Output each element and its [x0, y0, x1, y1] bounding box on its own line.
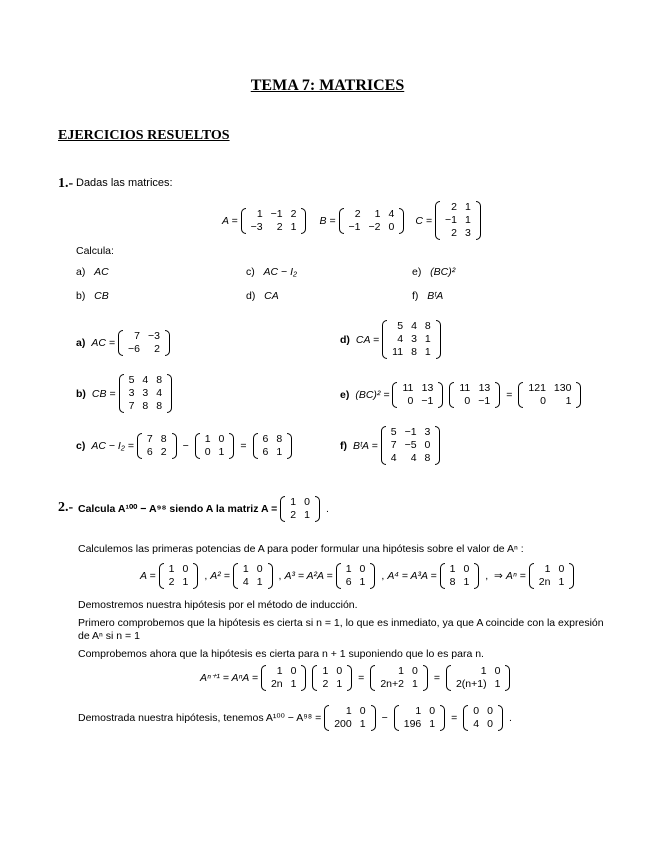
right-bracket [440, 705, 445, 731]
matrix-entry: 0 [463, 563, 470, 575]
power-3-matrix [336, 563, 376, 589]
exercise-2-matrix [280, 496, 320, 522]
matrix-entry: 3 [142, 387, 149, 399]
item-f: f) BᵗA [412, 290, 444, 302]
matrix-entry: 1 [290, 678, 297, 690]
matrix-entry: 11 [459, 382, 471, 394]
matrix-b-label: B = [319, 214, 336, 227]
given-matrices [222, 201, 484, 240]
matrix-a-label: A = [222, 214, 238, 227]
matrix-entry: 2 [322, 678, 329, 690]
matrix-entry: −5 [404, 439, 417, 451]
right-bracket [495, 382, 500, 408]
right-bracket [423, 665, 428, 691]
left-bracket [392, 382, 397, 408]
right-bracket [370, 563, 375, 589]
matrix-entry: 13 [478, 382, 491, 394]
matrix-entry: 0 [429, 705, 436, 717]
matrix-entry: 1 [256, 576, 263, 588]
item-c: c) AC − I₂ [246, 266, 297, 278]
exercise-2-statement: Calcula A¹⁰⁰ − A⁹⁸ siendo A la matriz A = 1 0 2 1 . [78, 496, 329, 521]
matrix-entry: −2 [368, 220, 381, 233]
matrix-entry: 1 [168, 563, 175, 575]
answer-b: b) CB = 5 4 8 3 3 4 7 8 8 [76, 374, 175, 413]
matrix-entry: 8 [449, 576, 456, 588]
left-bracket [518, 382, 523, 408]
matrix-entry: 5 [390, 426, 397, 438]
final-matrix-1 [324, 705, 375, 731]
right-bracket [287, 433, 292, 459]
matrix-entry: 1 [345, 563, 352, 575]
left-bracket [261, 665, 266, 691]
matrix-entry: 196 [403, 718, 422, 730]
item-b: b) CB [76, 290, 109, 302]
matrix-c [435, 201, 481, 240]
matrix-entry: 4 [410, 452, 417, 464]
matrix-entry: 1 [480, 665, 487, 677]
matrix-entry: 0 [494, 665, 501, 677]
answer-c: c) AC − I₂ = 7 8 6 2 − 1 0 0 1 = 6 8 6 1 [76, 433, 295, 459]
matrix-entry: 1 [242, 563, 249, 575]
matrix-entry: 13 [421, 382, 434, 394]
answer-f: f) BᵗA = 5 −1 3 7 −5 0 4 4 8 [340, 426, 443, 465]
calcula-label: Calcula: [76, 245, 114, 257]
left-bracket [119, 374, 124, 413]
matrix-entry: −1 [421, 395, 434, 407]
matrix-entry: 1 [218, 446, 225, 458]
matrix-entry: 5 [128, 374, 135, 386]
final-matrix-2 [394, 705, 445, 731]
matrix-entry: 0 [388, 220, 395, 233]
left-bracket [449, 382, 454, 408]
matrix-entry: 0 [407, 395, 414, 407]
left-bracket [324, 705, 329, 731]
answer-f-matrix [381, 426, 441, 465]
item-e: e) (BC)² [412, 266, 456, 278]
matrix-entry: 1 [359, 576, 366, 588]
item-d: d) CA [246, 290, 279, 302]
left-bracket [195, 433, 200, 459]
left-bracket [339, 208, 344, 234]
matrix-entry: 2 [354, 207, 361, 220]
matrix-entry: 2 [451, 227, 457, 239]
matrix-entry: 6 [345, 576, 352, 588]
power-4-matrix [440, 563, 480, 589]
matrix-entry: 0 [424, 439, 431, 451]
left-bracket [370, 665, 375, 691]
answer-c-matrix-3 [253, 433, 293, 459]
matrix-entry: 0 [487, 718, 493, 730]
paragraph-induction: Demostremos nuestra hipótesis por el método de inducción. [78, 599, 358, 611]
right-bracket [505, 665, 510, 691]
left-bracket [529, 563, 534, 589]
matrix-entry: 1 [558, 576, 565, 588]
matrix-entry: 4 [397, 333, 404, 345]
matrix-entry: 2 [451, 201, 457, 213]
matrix-entry: 2 [290, 207, 297, 220]
inductive-matrix-1 [261, 665, 307, 691]
matrix-entry: 8 [424, 320, 431, 332]
answer-d-matrix [382, 320, 441, 359]
matrix-entry: 0 [540, 395, 546, 407]
right-bracket [474, 563, 479, 589]
matrix-entry: 1 [359, 718, 366, 730]
matrix-entry: −3 [147, 330, 160, 342]
matrix-entry: 8 [160, 433, 167, 445]
left-bracket [382, 320, 387, 359]
page-title: TEMA 7: MATRICES [250, 77, 405, 94]
right-bracket [371, 705, 376, 731]
answer-c-matrix-1 [137, 433, 177, 459]
matrix-entry: 130 [553, 382, 572, 394]
matrix-entry: −1 [445, 214, 457, 226]
matrix-entry: 5 [397, 320, 404, 332]
matrix-entry: 1 [463, 576, 470, 588]
left-bracket [446, 665, 451, 691]
matrix-entry: −1 [348, 220, 361, 233]
left-bracket [241, 208, 246, 234]
matrix-entry: −1 [478, 395, 491, 407]
left-bracket [463, 705, 468, 731]
answer-c-matrix-2 [195, 433, 235, 459]
answer-a-matrix [118, 330, 170, 356]
right-bracket [476, 201, 481, 240]
inductive-matrix-2 [312, 665, 352, 691]
matrix-a [241, 208, 307, 234]
answer-d: d) CA = 5 4 8 4 3 1 11 8 1 [340, 320, 444, 359]
matrix-entry: 2 [154, 343, 160, 355]
left-bracket [159, 563, 164, 589]
matrix-entry: 0 [256, 563, 263, 575]
matrix-entry: 7 [390, 439, 397, 451]
matrix-entry: 6 [262, 433, 269, 445]
matrix-entry: 0 [359, 705, 366, 717]
right-bracket [172, 433, 177, 459]
right-bracket [438, 382, 443, 408]
matrix-entry: 0 [182, 563, 189, 575]
matrix-entry: 1 [424, 346, 431, 358]
power-1-matrix [159, 563, 199, 589]
inductive-equation: Aⁿ⁺¹ = AⁿA = 1 0 2n 1 1 0 2 1 = 1 0 2n+2 1 = 1 0 2(n+1) 1 [200, 665, 513, 691]
matrix-entry: 2(n+1) [455, 678, 487, 690]
left-bracket [312, 665, 317, 691]
matrix-entry: 8 [424, 452, 431, 464]
matrix-entry: 1 [345, 705, 352, 717]
answer-e-matrix-1 [392, 382, 443, 408]
matrix-c-label: C = [415, 214, 432, 227]
exercise-1-number: 1.- [58, 176, 74, 191]
matrix-entry: 1 [464, 214, 471, 226]
matrix-entry: 0 [558, 563, 565, 575]
matrix-entry: 1 [204, 433, 211, 445]
section-heading: EJERCICIOS RESUELTOS [58, 128, 230, 143]
right-bracket [435, 426, 440, 465]
matrix-entry: 1 [290, 496, 297, 508]
paragraph-powers: Calculemos las primeras potencias de A para poder formular una hipótesis sobre el valor de Aⁿ : [78, 543, 524, 555]
matrix-entry: 3 [424, 426, 431, 438]
matrix-entry: 7 [128, 400, 135, 412]
matrix-entry: 1 [415, 705, 422, 717]
matrix-entry: 1 [544, 563, 551, 575]
matrix-entry: 11 [402, 382, 414, 394]
matrix-entry: 0 [218, 433, 225, 445]
matrix-entry: −3 [250, 220, 263, 233]
right-bracket [399, 208, 404, 234]
matrix-entry: 2 [160, 446, 167, 458]
exercise-1-intro: Dadas las matrices: [76, 177, 173, 189]
matrix-entry: 1 [374, 207, 381, 220]
matrix-b [339, 208, 405, 234]
left-bracket [118, 330, 123, 356]
matrix-entry: 1 [424, 333, 431, 345]
power-2-matrix [233, 563, 273, 589]
paragraph-base-case-1: Primero comprobemos que la hipótesis es cierta si n = 1, lo que es inmediato, ya que A coincide con la expresión [78, 617, 604, 629]
matrix-entry: 4 [388, 207, 395, 220]
matrix-entry: 2n [538, 576, 551, 588]
matrix-entry: 3 [411, 333, 417, 345]
matrix-entry: 0 [290, 665, 297, 677]
right-bracket [576, 382, 581, 408]
matrix-entry: 1 [411, 678, 418, 690]
exercise-2-number: 2.- [58, 500, 74, 515]
right-bracket [569, 563, 574, 589]
matrix-entry: 0 [487, 705, 493, 717]
inductive-matrix-4 [446, 665, 511, 691]
left-bracket [280, 496, 285, 522]
right-bracket [301, 208, 306, 234]
matrix-entry: 121 [528, 382, 546, 394]
left-bracket [253, 433, 258, 459]
matrix-entry: 2 [290, 509, 297, 521]
matrix-entry: 6 [146, 446, 153, 458]
powers-row: A = 1 0 2 1 , A² = 1 0 4 1 , A³ = A²A = 1 0 6 1 , A⁴ = A³A = 1 0 8 1 , ⇒ Aⁿ = 1 0 2n 1 [140, 563, 577, 589]
matrix-entry: 0 [464, 395, 471, 407]
left-bracket [336, 563, 341, 589]
matrix-entry: 1 [398, 665, 404, 677]
matrix-entry: 0 [359, 563, 366, 575]
left-bracket [381, 426, 386, 465]
right-bracket [268, 563, 273, 589]
right-bracket [498, 705, 503, 731]
matrix-entry: 0 [411, 665, 418, 677]
answer-e-matrix-2 [449, 382, 500, 408]
item-a: a) AC [76, 266, 109, 278]
answer-e: e) (BC)² = 11 13 0 −1 11 13 0 −1 = 121 130 0 1 [340, 382, 584, 408]
matrix-entry: 6 [262, 446, 269, 458]
answer-e-matrix-3 [518, 382, 581, 408]
matrix-entry: 1 [304, 509, 310, 521]
final-matrix-3 [463, 705, 503, 731]
matrix-entry: 4 [242, 576, 249, 588]
matrix-entry: 2n [270, 678, 283, 690]
matrix-entry: 1 [449, 563, 456, 575]
right-bracket [436, 320, 441, 359]
matrix-entry: 1 [290, 220, 297, 233]
matrix-entry: 8 [156, 374, 163, 386]
inductive-matrix-3 [370, 665, 428, 691]
paragraph-inductive-step: Comprobemos ahora que la hipótesis es cierta para n + 1 suponiendo que lo es para n. [78, 648, 484, 660]
matrix-entry: 4 [411, 320, 417, 332]
matrix-entry: 1 [276, 446, 283, 458]
matrix-entry: 0 [473, 705, 480, 717]
matrix-entry: 3 [464, 227, 471, 239]
matrix-entry: 1 [494, 678, 501, 690]
matrix-entry: 200 [334, 718, 352, 730]
matrix-entry: 0 [204, 446, 211, 458]
matrix-entry: 0 [336, 665, 343, 677]
matrix-entry: 8 [276, 433, 283, 445]
matrix-entry: 1 [429, 718, 436, 730]
left-bracket [435, 201, 440, 240]
matrix-entry: 4 [390, 452, 397, 464]
matrix-entry: 2 [276, 220, 283, 233]
matrix-entry: 2n+2 [380, 678, 404, 690]
left-bracket [137, 433, 142, 459]
left-bracket [233, 563, 238, 589]
right-bracket [167, 374, 172, 413]
matrix-entry: 11 [392, 346, 404, 358]
left-bracket [440, 563, 445, 589]
matrix-entry: 0 [304, 496, 310, 508]
matrix-entry: 1 [565, 395, 572, 407]
matrix-entry: 8 [142, 400, 149, 412]
matrix-entry: 4 [142, 374, 149, 386]
matrix-entry: −1 [404, 426, 417, 438]
matrix-entry: 1 [322, 665, 329, 677]
right-bracket [229, 433, 234, 459]
final-equation: Demostrada nuestra hipótesis, tenemos A¹⁰⁰ − A⁹⁸ = 1 0 200 1 − 1 0 196 1 = 0 0 4 0 . [78, 705, 512, 730]
matrix-entry: 2 [168, 576, 175, 588]
matrix-entry: 4 [156, 387, 163, 399]
matrix-entry: 1 [256, 207, 263, 220]
matrix-entry: 8 [411, 346, 417, 358]
matrix-entry: −6 [127, 343, 140, 355]
right-bracket [193, 563, 198, 589]
matrix-entry: 1 [464, 201, 471, 213]
right-bracket [315, 496, 320, 522]
matrix-entry: 1 [182, 576, 189, 588]
matrix-entry: 7 [134, 330, 140, 342]
matrix-entry: −1 [270, 207, 283, 220]
matrix-entry: 7 [146, 433, 153, 445]
matrix-entry: 4 [473, 718, 480, 730]
answer-b-matrix [119, 374, 173, 413]
right-bracket [165, 330, 170, 356]
matrix-entry: 3 [128, 387, 135, 399]
left-bracket [394, 705, 399, 731]
right-bracket [347, 665, 352, 691]
answer-a: a) AC = 7 −3 −6 2 [76, 330, 173, 356]
matrix-entry: 1 [276, 665, 283, 677]
matrix-entry: 8 [156, 400, 163, 412]
paragraph-base-case-2: de Aⁿ si n = 1 [78, 630, 140, 642]
matrix-entry: 1 [336, 678, 343, 690]
power-n-matrix [529, 563, 575, 589]
right-bracket [301, 665, 306, 691]
